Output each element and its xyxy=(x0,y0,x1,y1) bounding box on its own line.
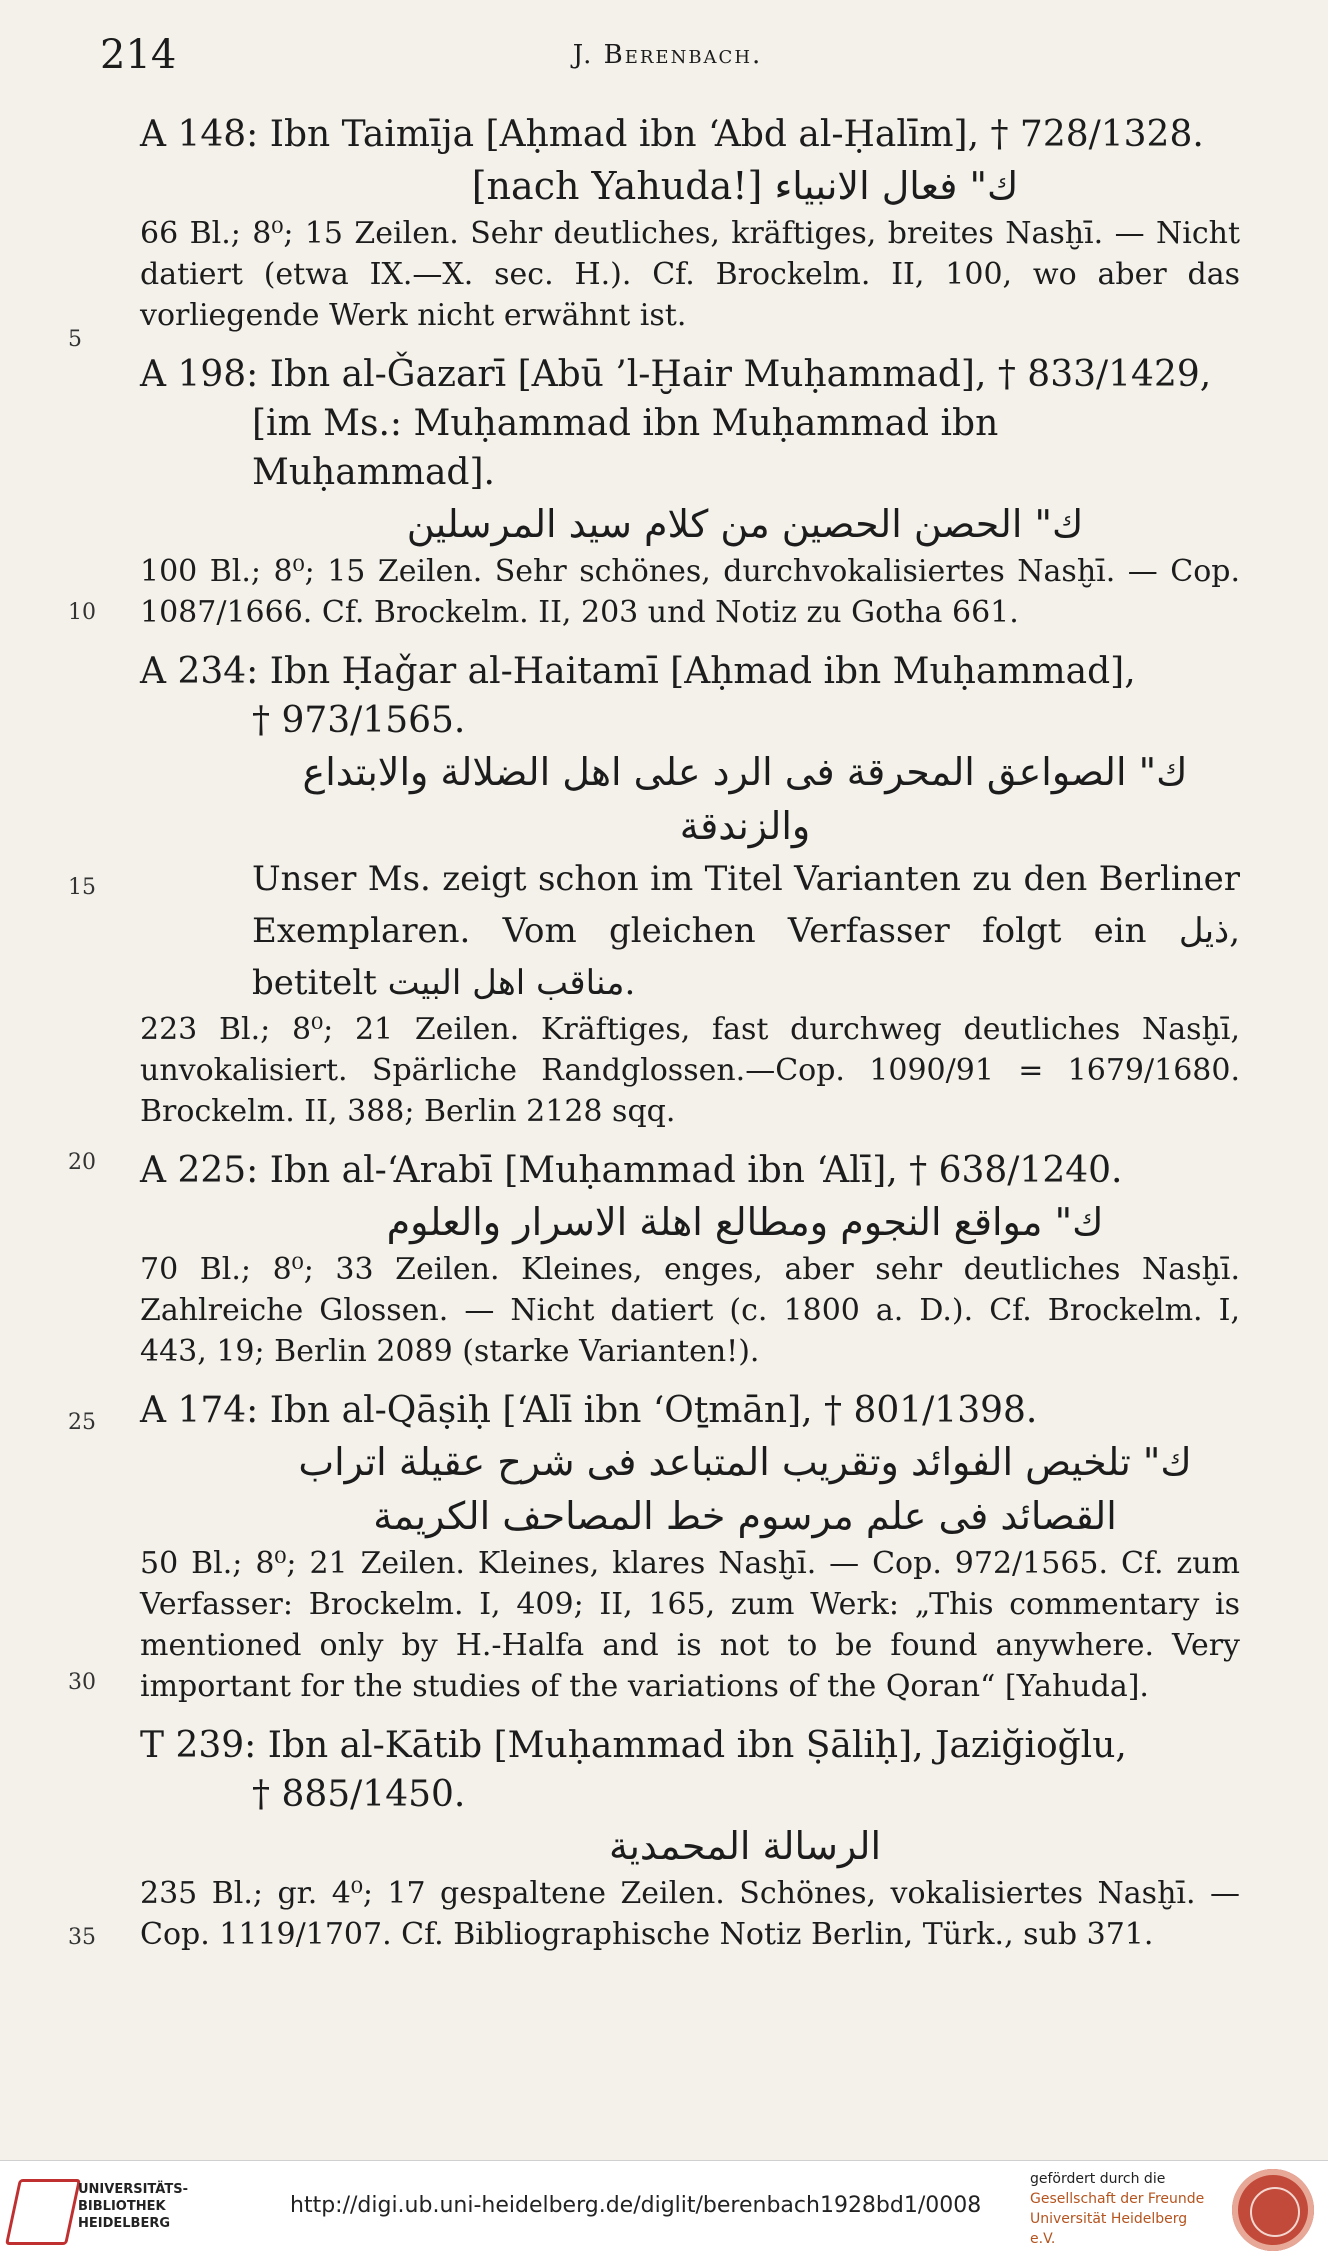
catalogue-entries xyxy=(140,110,1240,1955)
entry-t239 xyxy=(140,1721,1240,1955)
sponsor-org-line: Gesellschaft der Freunde xyxy=(1030,2191,1205,2207)
page-header xyxy=(95,32,1240,82)
entry-a198 xyxy=(140,350,1240,633)
university-seal-icon[interactable] xyxy=(1232,2169,1314,2251)
entry-heading-continued: † 973/1565. xyxy=(252,700,466,741)
arabic-title: ك" الصواعق المحرقة فى الرد على اهل الضلالة والابتداع والزندقة xyxy=(302,750,1188,848)
entry-description: 235 Bl.; gr. 4⁰; 17 gespaltene Zeilen. Schönes, vokalisiertes Nasḫī. — Cop. 1119/1707. Cf. Bibliographische Notiz Berlin, Türk., sub 371. xyxy=(140,1876,1240,1952)
line-number: 15 xyxy=(68,875,96,900)
running-head: J. Berenbach. xyxy=(572,40,763,70)
entry-a225 xyxy=(140,1146,1240,1372)
entry-description: 223 Bl.; 8⁰; 21 Zeilen. Kräftiges, fast durchweg deutliches Nasḫī, unvokalisiert. Spärliche Randglossen.—Cop. 1090/91 = 1679/1680. Brockelm. II, 388; Berlin 2128 sqq. xyxy=(140,1012,1240,1129)
arabic-title: ك" تلخيص الفوائد وتقريب المتباعد فى شرح عقيلة اتراب xyxy=(298,1440,1192,1484)
arabic-title-text: ك" فعال الانبياء xyxy=(774,164,1019,208)
entry-heading: A 225: Ibn al-‘Arabī [Muḥammad ibn ‘Alī], † 638/1240. xyxy=(140,1150,1123,1191)
arabic-title-note: [nach Yahuda!] xyxy=(471,164,763,208)
entry-description: 50 Bl.; 8⁰; 21 Zeilen. Kleines, klares Nasḫī. — Cop. 972/1565. Cf. zum Verfasser: Brockelm. I, 409; II, 165, zum Werk: „This commentary is mentioned only by H.-Halfa and is not to be found anywhere. Very important for the studies of the variations of the Qoran“ [Yahuda]. xyxy=(140,1546,1240,1704)
entry-heading: T 239: Ibn al-Kātib [Muḥammad ibn Ṣāliḥ], Jaziğioğlu, xyxy=(140,1725,1127,1766)
line-number: 30 xyxy=(68,1670,96,1695)
entry-heading: A 198: Ibn al-Ǧazarī [Abū ’l-Ḫair Muḥammad], † 833/1429, xyxy=(140,354,1212,395)
entry-heading-continued: [im Ms.: Muḥammad ibn Muḥammad ibn Muḥammad]. xyxy=(252,403,999,493)
line-number: 20 xyxy=(68,1150,96,1175)
line-number: 25 xyxy=(68,1410,96,1435)
entry-heading-continued: † 885/1450. xyxy=(252,1774,466,1815)
arabic-title: ك" الحصن الحصين من كلام سيد المرسلين xyxy=(406,502,1084,546)
arabic-title: ك" مواقع النجوم ومطالع اهلة الاسرار والعلوم xyxy=(386,1200,1104,1244)
entry-description: 100 Bl.; 8⁰; 15 Zeilen. Sehr schönes, durchvokalisiertes Nasḫī. — Cop. 1087/1666. Cf. Brockelm. II, 203 und Notiz zu Gotha 661. xyxy=(140,554,1240,630)
arabic-title xyxy=(140,159,1240,213)
line-number: 5 xyxy=(68,327,82,352)
viewer-footer xyxy=(0,2160,1328,2256)
sponsor-intro: gefördert durch die xyxy=(1030,2171,1166,2187)
entry-a234 xyxy=(140,647,1240,1132)
entry-heading: A 148: Ibn Taimīja [Aḥmad ibn ‘Abd al-Ḥalīm], † 728/1328. xyxy=(140,114,1204,155)
line-number: 10 xyxy=(68,600,96,625)
library-name: UNIVERSITÄTS- BIBLIOTHEK HEIDELBERG xyxy=(78,2182,188,2231)
sponsor-org-line: Universität Heidelberg e.V. xyxy=(1030,2211,1188,2247)
sponsor-credit[interactable] xyxy=(1030,2169,1210,2249)
entry-heading: A 174: Ibn al-Qāṣiḥ [‘Alī ibn ‘Oṯmān], † 801/1398. xyxy=(140,1390,1038,1431)
library-logo-icon xyxy=(5,2179,81,2245)
university-library-logo[interactable] xyxy=(12,2175,188,2245)
entry-description: 70 Bl.; 8⁰; 33 Zeilen. Kleines, enges, aber sehr deutliches Nasḫī. Zahlreiche Glossen. — Nicht datiert (c. 1800 a. D.). Cf. Brockelm. I, 443, 19; Berlin 2089 (starke Varianten!). xyxy=(140,1252,1240,1369)
entry-description: 66 Bl.; 8⁰; 15 Zeilen. Sehr deutliches, kräftiges, breites Nasḫī. — Nicht datiert (etwa IX.—X. sec. H.). Cf. Brockelm. II, 100, wo aber das vorliegende Werk nicht erwähnt ist. xyxy=(140,216,1240,333)
entry-a148 xyxy=(140,110,1240,336)
entry-heading: A 234: Ibn Ḥaǧar al-Haitamī [Aḥmad ibn Muḥammad], xyxy=(140,651,1136,692)
entry-note: Unser Ms. zeigt schon im Titel Varianten zu den Berliner Exemplaren. Vom gleichen Verfasser folgt ein ذيل, betitelt مناقب اهل البيت. xyxy=(252,859,1240,1003)
arabic-title: الرسالة المحمدية xyxy=(608,1824,882,1868)
arabic-title-continued: القصائد فى علم مرسوم خط المصاحف الكريمة xyxy=(373,1494,1117,1538)
entry-a174 xyxy=(140,1386,1240,1707)
page-number: 214 xyxy=(100,32,177,78)
line-number: 35 xyxy=(68,1925,96,1950)
document-url-link[interactable]: http://digi.ub.uni-heidelberg.de/diglit/berenbach1928bd1/0008 xyxy=(290,2193,982,2218)
